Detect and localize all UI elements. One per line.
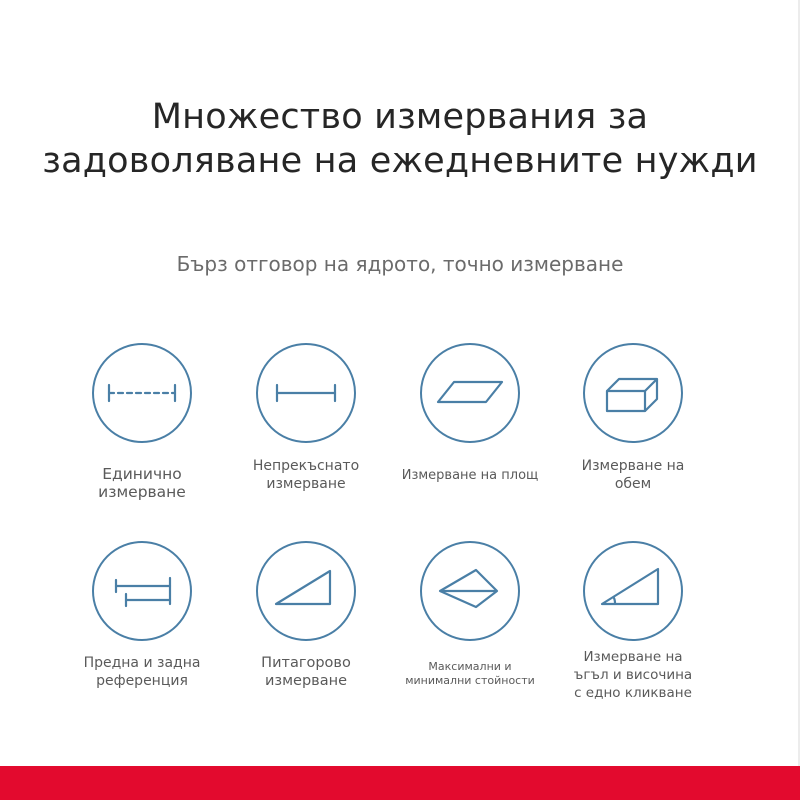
feature-circle: [420, 541, 520, 641]
feature-label: Единично измерване: [98, 465, 186, 501]
feature-label: Измерване на ъгъл и височина с едно кликване: [573, 649, 693, 701]
feature-circle: [583, 343, 683, 443]
feature-label: Питагорово измерване: [261, 655, 351, 689]
feature-circle: [92, 343, 192, 443]
box-icon: [585, 345, 681, 441]
feature-circle: [92, 541, 192, 641]
feature-circle: [583, 541, 683, 641]
angle-triangle-icon: [585, 543, 681, 639]
feature-label: Непрекъснато измерване: [252, 458, 360, 492]
bottom-accent-bar: [0, 766, 800, 800]
dashed-segment-icon: [94, 345, 190, 441]
kite-icon: [422, 543, 518, 639]
parallelogram-icon: [422, 345, 518, 441]
feature-label: Максимални и минимални стойности: [405, 660, 535, 687]
feature-label: Предна и задна референция: [83, 655, 201, 689]
page-title: [0, 95, 800, 183]
feature-label: Измерване на площ: [401, 468, 539, 483]
feature-circle: [256, 541, 356, 641]
title-line-2: задоволяване на ежедневните нужди: [42, 141, 758, 181]
page-subtitle: Бърз отговор на ядрото, точно измерване: [176, 252, 624, 276]
right-triangle-icon: [258, 543, 354, 639]
feature-label: Измерване на обем: [581, 458, 685, 492]
feature-circle: [256, 343, 356, 443]
feature-circle: [420, 343, 520, 443]
double-segment-icon: [94, 543, 190, 639]
title-line-1: Множество измервания за: [151, 97, 649, 137]
solid-segment-icon: [258, 345, 354, 441]
